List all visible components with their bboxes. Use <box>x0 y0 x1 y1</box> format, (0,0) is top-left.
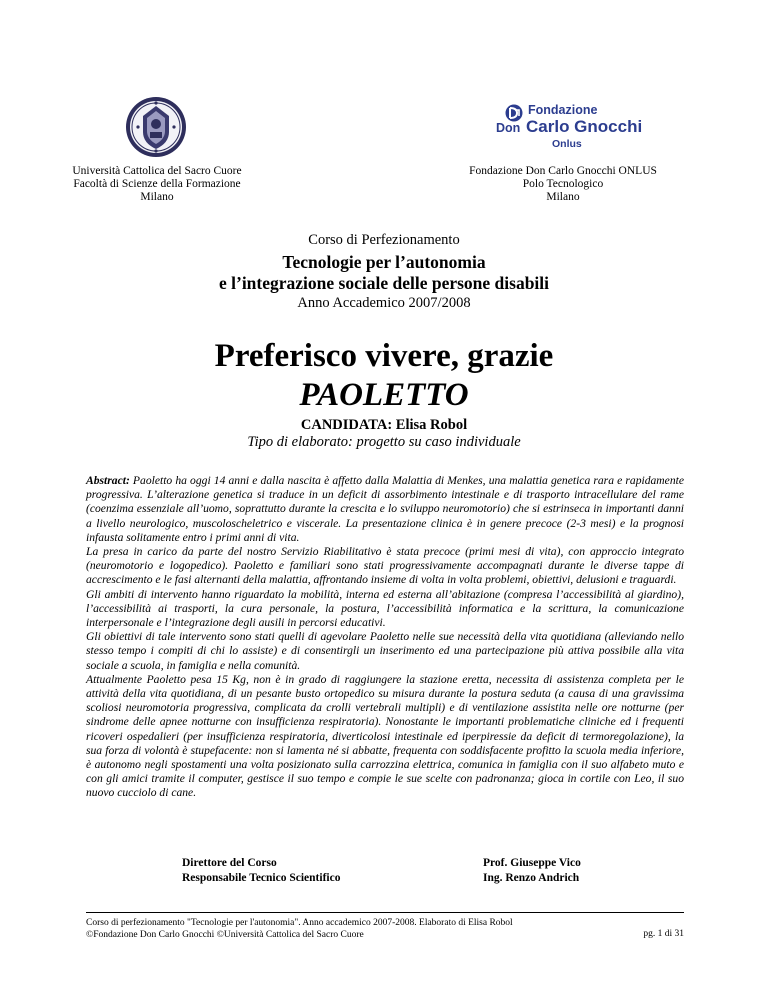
document-title <box>0 337 768 415</box>
institution-left <box>57 165 257 204</box>
logo-don: Don <box>496 121 521 135</box>
director-name: Ing. Renzo Andrich <box>483 872 580 884</box>
candidate-name: CANDIDATA: Elisa Robol <box>300 417 468 433</box>
university-seal-icon <box>125 96 187 158</box>
director-role: Direttore del Corso <box>182 857 277 869</box>
footer-divider <box>86 912 684 913</box>
course-title <box>0 252 768 294</box>
footer <box>86 917 684 941</box>
page-number: pg. 1 di 31 <box>643 929 684 939</box>
institution-right-line: Milano <box>546 191 580 203</box>
logo-line1: Fondazione <box>528 103 598 117</box>
institution-right-line: Polo Tecnologico <box>522 178 604 190</box>
footer-line2: ©Fondazione Don Carlo Gnocchi ©Università Cattolica del Sacro Cuore <box>86 930 364 940</box>
director-role: Responsabile Tecnico Scientifico <box>182 872 341 884</box>
abstract-text: Paoletto ha oggi 14 anni e dalla nascita è affetto dalla Malattia di Menkes, una malattia genetica rara e rapidamente progressiva. L’alterazione genetica si traduce in un deficit di assorbimento intestinale e di trasporto intracellulare del rame (coenzima essenziale all’uomo, soprattutto durante la crescita e lo sviluppo neuromotorio) che si estrinseca in importanti danni a livello neurologico, muscoloscheletrico e viscerale. La presentazione clinica è in genere precoce (2-3 mesi) e la prognosi infausta solitamente entro i primi anni di vita. <box>86 474 684 544</box>
title-line2: PAOLETTO <box>299 377 469 413</box>
director-roles <box>182 856 340 886</box>
institution-left-line: Milano <box>140 191 174 203</box>
document-type: Tipo di elaborato: progetto su caso individuale <box>247 434 521 450</box>
director-name: Prof. Giuseppe Vico <box>483 857 581 869</box>
abstract-label: Abstract: <box>86 474 130 487</box>
logo-name: Carlo Gnocchi <box>526 117 643 136</box>
abstract-paragraph: Attualmente Paoletto pesa 15 Kg, non è in grado di raggiungere la stazione eretta, necessita di assistenza completa per le attività della vita quotidiana, di un pesante busto ortopedico su misura durante la postura seduta (a causa di una gravissima scoliosi neuromotoria progressiva, complicata da crolli vertebrali multipli) e di ventilazione assistita nelle ore notturne (per sindrome delle apnee notturne con insufficienza respiratoria). Nonostante le importanti problematiche cliniche ed i frequenti ricoveri ospedalieri (per insufficienza respiratoria, diverticolosi intestinale ed iperpiressie da deficit di termoregolazione), la sua forza di volontà è stupefacente: non si lamenta né si abbatte, frequenta con soddisfacente profitto la scuola media inferiore, è autonomo negli spostamenti una volta posizionato sulla carrozzina elettrica, comunica in famiglia con il suo alfabeto muto e con gli amici tramite il computer, gestisce il suo tempo e compie le sue scelte con padronanza; gioca in cortile con Leo, il suo nuovo cucciolo di cane. <box>86 672 684 800</box>
title-line1: Preferisco vivere, grazie <box>214 338 554 374</box>
fondazione-logo <box>492 104 644 152</box>
institution-left-line: Università Cattolica del Sacro Cuore <box>72 165 242 177</box>
abstract-paragraph <box>86 474 684 545</box>
director-names <box>483 856 581 886</box>
institution-left-line: Facoltà di Scienze della Formazione <box>73 178 241 190</box>
academic-year: Anno Accademico 2007/2008 <box>297 295 471 311</box>
abstract-paragraph: Gli obiettivi di tale intervento sono stati quelli di agevolare Paoletto nelle sue necessità della vita quotidiana (alleviando nello stesso tempo i compiti di chi lo assiste) e di consentirgli un inserimento ed una partecipazione più attiva possibile alla vita sociale a scuola, in famiglia e nella comunità. <box>86 630 684 672</box>
logo-onlus: Onlus <box>552 138 582 150</box>
abstract <box>86 474 684 801</box>
course-type: Corso di Perfezionamento <box>308 232 460 248</box>
course-title-line2: e l’integrazione sociale delle persone disabili <box>218 273 550 293</box>
fondazione-mark-icon <box>505 104 523 122</box>
abstract-paragraph: La presa in carico da parte del nostro Servizio Riabilitativo è stata precoce (primi mesi di vita), con approccio integrato (neuromotorio e logopedico). Paoletto e familiari sono stati progressivamente accompagnati durante le diverse tappe di accrescimento e le fasi alternanti della malattia, affrontando insieme di volta in volta problemi, obiettivi, delusioni e traguardi. <box>86 545 684 587</box>
course-title-line1: Tecnologie per l’autonomia <box>282 252 486 272</box>
abstract-paragraph: Gli ambiti di intervento hanno riguardato la mobilità, interna ed esterna all’abitazione (compresa l’accessibilità al giardino), l’accessibilità ai trasporti, la cura personale, la postura, l’accessibilità informatica e la scrittura, la comunicazione interpersonale e l’integrazione degli ausili in percorsi educativi. <box>86 587 684 630</box>
institution-right-line: Fondazione Don Carlo Gnocchi ONLUS <box>469 165 657 177</box>
institution-right <box>448 165 678 204</box>
footer-line1: Corso di perfezionamento "Tecnologie per l'autonomia". Anno accademico 2007-2008. Elaborato di Elisa Robol <box>86 918 513 928</box>
